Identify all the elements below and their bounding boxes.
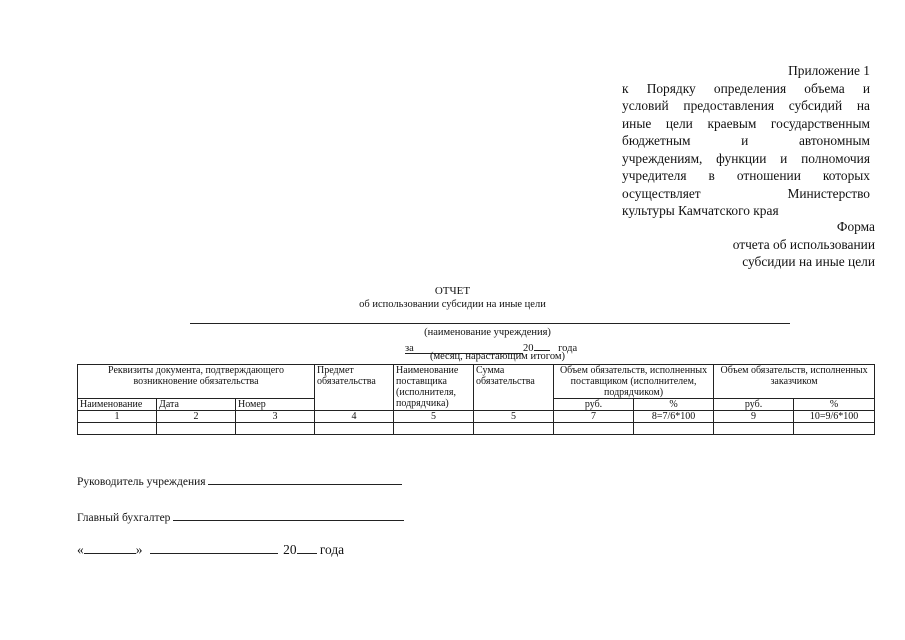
appendix-block (622, 62, 870, 220)
year-prefix: 20 (283, 542, 297, 557)
subheader-cell: руб. (554, 399, 634, 411)
period-suffix: года (558, 343, 578, 354)
head-signature (77, 472, 402, 489)
word: и (862, 80, 870, 96)
word: осуществляет (622, 185, 701, 201)
word: которых (822, 168, 870, 183)
word: учредителя (622, 168, 687, 183)
appendix-line (622, 167, 870, 185)
word: объема (804, 80, 845, 96)
subheader-cell: Наименование (78, 399, 157, 411)
word: отношении (736, 168, 801, 183)
header-cell: Предмет обязательства (315, 365, 394, 411)
word: государственным (770, 115, 870, 131)
institution-name-line (190, 323, 790, 324)
period-caption: (месяц, нарастающим итогом) (429, 351, 566, 362)
appendix-line (622, 132, 870, 150)
appendix-line (622, 97, 870, 115)
appendix-line (622, 185, 870, 203)
date-suffix: года (319, 542, 345, 557)
month-field[interactable] (150, 541, 278, 554)
word: к (622, 80, 629, 96)
subheader-cell: Номер (236, 399, 315, 411)
word: учреждениям, (622, 150, 703, 166)
head-label: Руководитель учреждения (77, 476, 206, 488)
column-number: 1 (78, 411, 157, 423)
year-field[interactable] (297, 541, 317, 554)
word: определения (713, 80, 787, 96)
column-number: 3 (236, 411, 315, 423)
word: Министерство (787, 185, 870, 201)
column-number: 10=9/6*100 (794, 411, 875, 423)
data-cell[interactable] (236, 423, 315, 435)
word: культуры Камчатского края (622, 203, 779, 218)
column-number: 5 (394, 411, 474, 423)
column-number: 9 (714, 411, 794, 423)
subheader-cell: % (634, 399, 714, 411)
word: субсидий (788, 98, 843, 113)
header-cell: Реквизиты документа, подтверждающего возникновение обязательства (78, 365, 315, 399)
word: условий (622, 98, 669, 113)
date-line (77, 541, 344, 558)
column-number: 2 (157, 411, 236, 423)
form-description: отчета об использовании (732, 236, 875, 252)
data-cell[interactable] (714, 423, 794, 435)
appendix-line (622, 150, 870, 168)
word: краевым (707, 115, 757, 131)
data-cell[interactable] (78, 423, 157, 435)
word: полномочия (801, 150, 870, 166)
word: и (741, 133, 749, 148)
period-prefix: за (405, 343, 414, 354)
header-cell: Сумма обязательства (474, 365, 554, 411)
data-cell[interactable] (794, 423, 875, 435)
data-cell[interactable] (474, 423, 554, 435)
close-quote: » (135, 542, 143, 557)
word: функции (716, 150, 767, 166)
word: автономным (798, 133, 870, 148)
word: предоставления (683, 98, 775, 113)
column-number: 7 (554, 411, 634, 423)
word: в (708, 168, 715, 183)
header-row (78, 365, 875, 399)
header-cell: Объем обязательств, исполненных поставщиком (исполнителем, подрядчиком) (554, 365, 714, 399)
day-field[interactable] (84, 541, 136, 554)
accountant-signature-field[interactable] (173, 508, 404, 521)
column-number: 8=7/6*100 (634, 411, 714, 423)
data-cell[interactable] (634, 423, 714, 435)
column-number-row (78, 411, 875, 423)
word: иные (622, 115, 652, 131)
report-table (77, 364, 875, 435)
report-title: ОТЧЕТ (434, 285, 471, 297)
form-description: субсидии на иные цели (742, 254, 875, 269)
data-cell[interactable] (394, 423, 474, 435)
column-number: 5 (474, 411, 554, 423)
institution-name-caption: (наименование учреждения) (424, 327, 551, 338)
appendix-title: Приложение 1 (788, 63, 870, 78)
appendix-line (622, 115, 870, 133)
year-prefix: 20 (523, 343, 534, 354)
header-cell: Наименование поставщика (исполнителя, подрядчика) (394, 365, 474, 411)
word: бюджетным (622, 133, 691, 148)
data-cell[interactable] (157, 423, 236, 435)
appendix-line (622, 80, 870, 98)
word: на (856, 98, 870, 113)
head-signature-field[interactable] (208, 472, 402, 485)
subheader-cell: % (794, 399, 875, 411)
data-cell[interactable] (315, 423, 394, 435)
word: и (780, 150, 788, 166)
accountant-signature (77, 508, 404, 525)
year-field (534, 339, 550, 351)
word: цели (665, 115, 693, 131)
column-number: 4 (315, 411, 394, 423)
subheader-cell: руб. (714, 399, 794, 411)
data-row (78, 423, 875, 435)
accountant-label: Главный бухгалтер (77, 512, 171, 524)
word: Порядку (646, 80, 696, 96)
data-cell[interactable] (554, 423, 634, 435)
header-cell: Объем обязательств, исполненных заказчиком (714, 365, 875, 399)
appendix-line (622, 202, 870, 220)
report-subtitle: об использовании субсидии на иные цели (359, 299, 546, 310)
open-quote: « (77, 542, 84, 557)
subheader-cell: Дата (157, 399, 236, 411)
form-label: Форма (836, 219, 875, 234)
form-block (733, 218, 875, 271)
